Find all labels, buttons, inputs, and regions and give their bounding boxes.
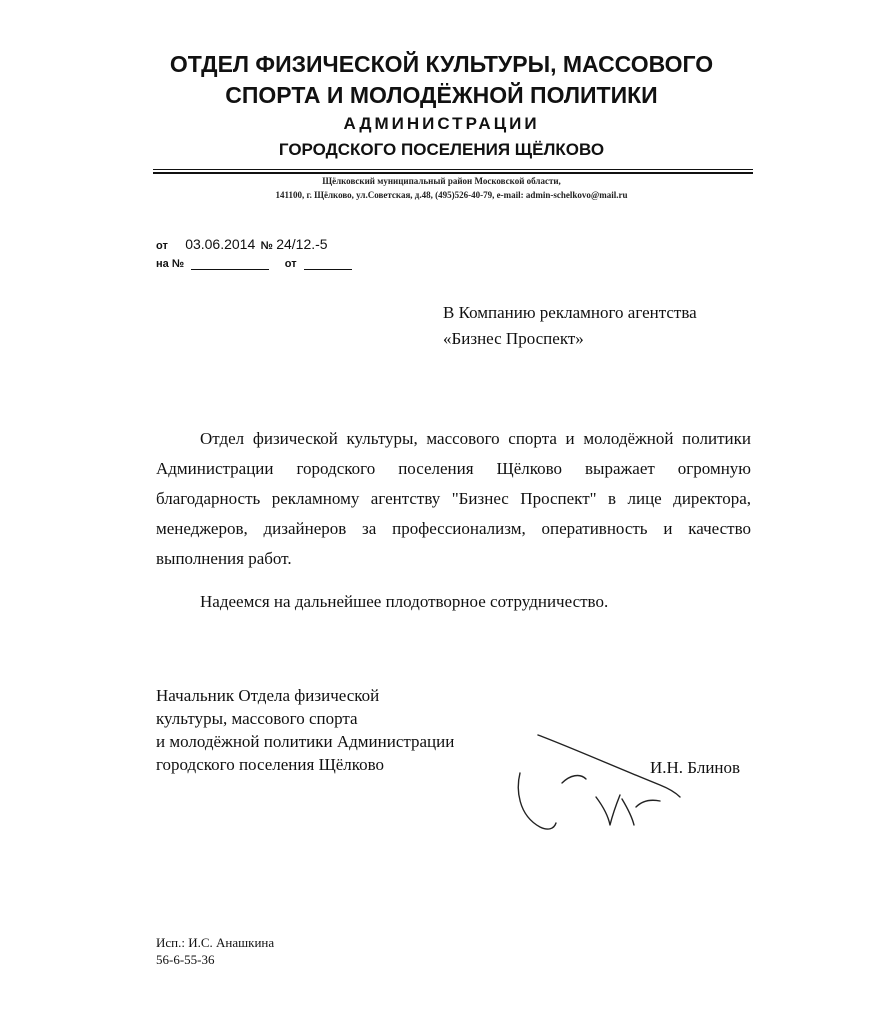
reply-from-label: от [284, 258, 297, 270]
letterhead [0, 48, 883, 162]
signatory-title-line4: городского поселения Щёлково [156, 755, 385, 774]
letterhead-department-line1: ОТДЕЛ ФИЗИЧЕСКОЙ КУЛЬТУРЫ, МАССОВОГО [169, 51, 714, 77]
recipient-line1: В Компанию рекламного агентства [443, 303, 697, 322]
recipient-line2: «Бизнес Проспект» [443, 329, 584, 348]
executor-phone: 56-6-55-36 [156, 952, 215, 967]
incoming-reference [156, 256, 352, 270]
reply-number-label: на № [156, 258, 185, 270]
body-paragraph-cooperation: Надеемся на дальнейшее плодотворное сотрудничество. [200, 592, 609, 611]
number-label: № [260, 240, 273, 252]
letterhead-department-line2: СПОРТА И МОЛОДЁЖНОЙ ПОЛИТИКИ [225, 82, 658, 108]
from-label: от [156, 240, 168, 252]
handwritten-signature [510, 725, 690, 845]
letterhead-divider-thin [153, 169, 753, 170]
body-paragraph-gratitude: Отдел физической культуры, массового спорта и молодёжной политики Администрации городского поселения Щёлково выражает огромную благодарность рекламному агентству "Бизнес Проспект" в лице директора, менеджеров, дизайнеров за профессионализм, оперативность и качество выполнения работ. [156, 429, 751, 568]
address-line2: 141100, г. Щёлково, ул.Советская, д.48, (495)526-40-79, e-mail: admin-schelkovo@mail.ru [275, 190, 628, 200]
recipient [443, 300, 697, 352]
signatory-title-line2: культуры, массового спорта [156, 709, 358, 728]
executor-name: Исп.: И.С. Анашкина [156, 935, 275, 950]
executor-info [156, 934, 274, 968]
reply-number-blank [191, 257, 269, 270]
letterhead-divider-thick [153, 172, 753, 174]
signatory-name: И.Н. Блинов [650, 758, 741, 777]
letter-date: 03.06.2014 [185, 236, 256, 252]
address-line1: Щёлковский муниципальный район Московской области, [322, 176, 561, 186]
signatory-title [156, 684, 454, 776]
signatory-title-line1: Начальник Отдела физической [156, 686, 380, 705]
letterhead-administration: АДМИНИСТРАЦИИ [343, 114, 540, 133]
letter-number: 24/12.-5 [276, 236, 328, 252]
reply-date-blank [304, 257, 352, 270]
letterhead-settlement: ГОРОДСКОГО ПОСЕЛЕНИЯ ЩЁЛКОВО [278, 140, 605, 159]
outgoing-reference [156, 236, 328, 252]
signatory-title-line3: и молодёжной политики Администрации [156, 732, 455, 751]
